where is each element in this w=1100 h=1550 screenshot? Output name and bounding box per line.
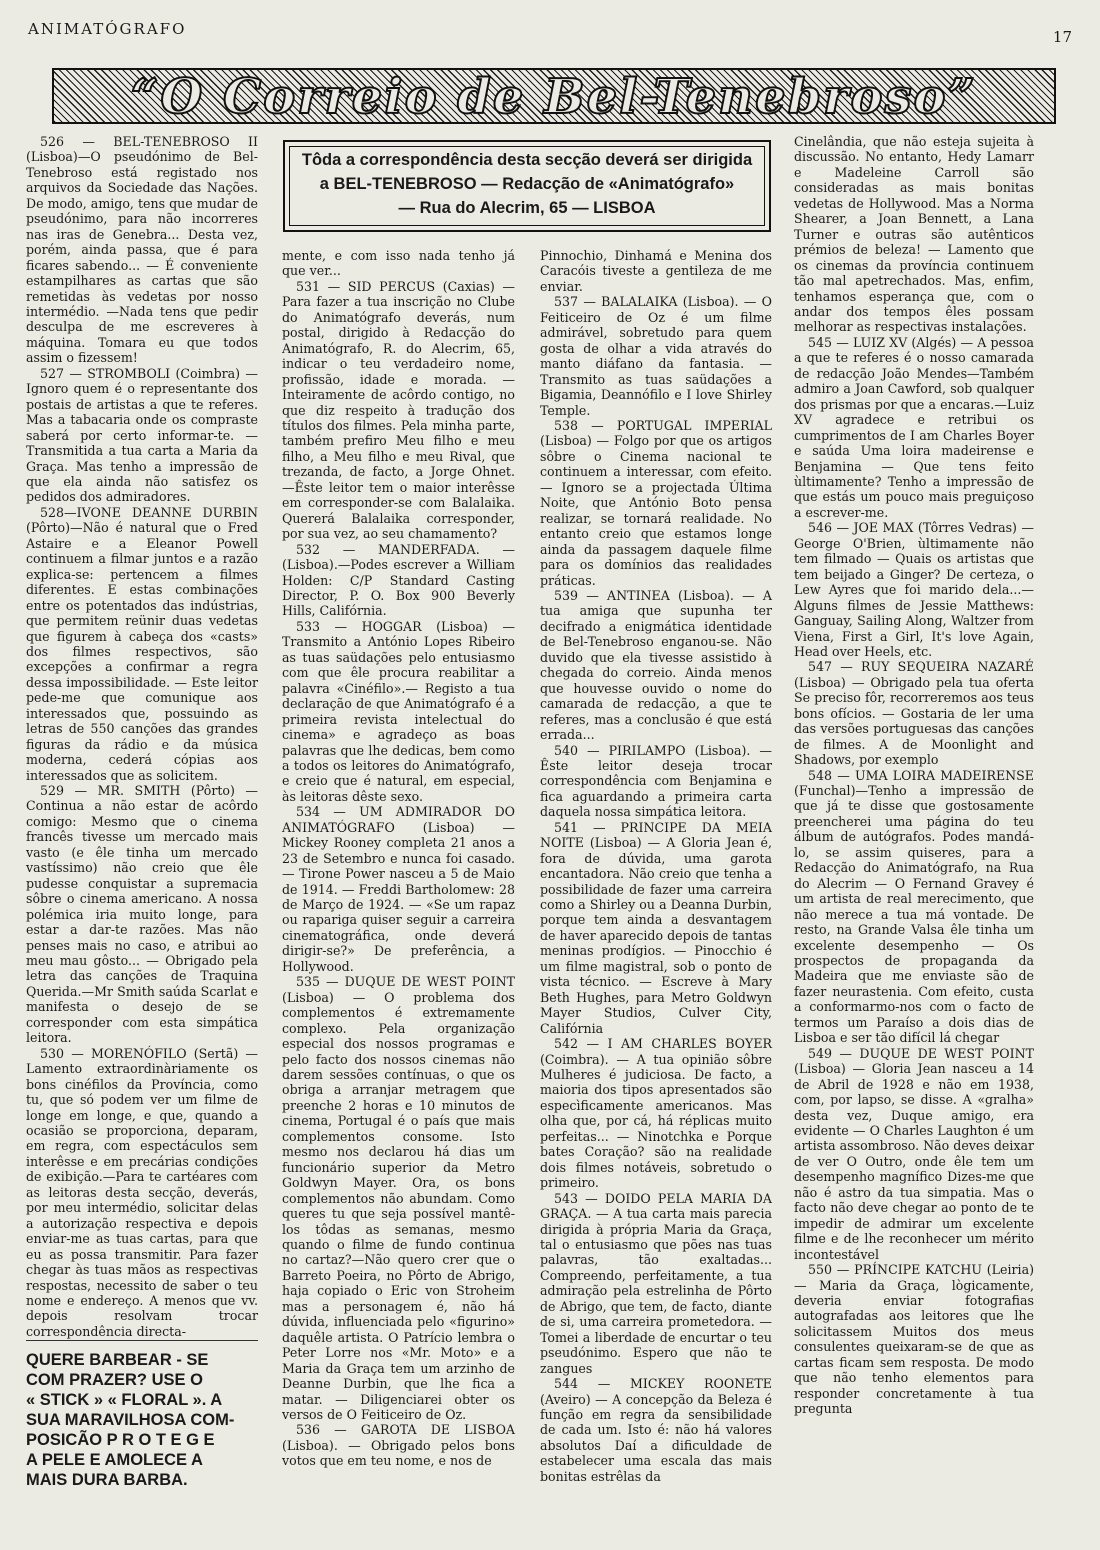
letter-526: 526 — BEL-TENEBROSO II (Lisboa)—O pseudónimo de Bel-Tenebroso está registado nos arquivos da Sociedade das Nações. De modo, amigo, tens que mudar de pseudónimo, para não incorreres nas iras de Genebra... Desta vez, porém, ainda passa, que é para ficares sabendo... — É conveniente estampilhares as cartas que são remetidas às vedetas por nosso intermédio. —Nada tens que pedir desculpa de me escreveres à máquina. Tomara eu que todos assim o fizessem! [26, 134, 258, 366]
letter-543: 543 — DOIDO PELA MARIA DA GRAÇA. — A tua carta mais parecia dirigida à própria Maria da Graça, tal o entusiasmo que pões nas tuas palavras, tão exaltadas... Compreendo, perfeitamente, a tua admiração pela estrelinha de Pôrto de Abrigo, que tem, de facto, diante de si, uma carreira prometedora. — Tomei a liberdade de encurtar o teu pseudónimo. Espero que não te zangues [540, 1190, 772, 1376]
letter-529: 529 — MR. SMITH (Pôrto) — Continua a não estar de acôrdo comigo: Mesmo que o cinema francês tivesse um mercado mais vasto (e êle tinha um mercado vastíssimo) não creio que êle pudesse conquistar a supremacia sôbre o cinema americano. A nossa polémica iria muito longe, para estar a dar-te razões. Mas não penses mais no caso, e atribui ao meu mau gôsto... — Obrigado pela letra das canções de Traquina Querida.—Mr Smith saúda Scarlat e manifesta o desejo de se corresponder com esta simpática leitora. [26, 783, 258, 1046]
section-banner [52, 68, 1056, 124]
notice-line-2: a BEL-TENEBROSO — Redacção de «Animatógrafo» [319, 175, 735, 193]
letter-544: 544 — MICKEY ROONETE (Aveiro) — A concepção da Beleza é função em regra da sensibilidade de cada um. Isto é: não há valores absolutos Daí a dificuldade de estabelecer uma escala das mais bonitas estrêlas da [540, 1376, 772, 1484]
notice-line-1: Tôda a correspondência desta secção deverá ser dirigida [301, 151, 753, 169]
letter-528: 528—IVONE DEANNE DURBIN (Pôrto)—Não é natural que o Fred Astaire e a Eleanor Powell continuem a filmar juntos e a razão explica-se: pertencem a filmes diferentes. E estas combinações entre os potentados das indústrias, que permitem reünir duas vedetas que figurem à cabeça dos «casts» dos filmes respectivos, são excepções a confirmar a regra dessa impossibilidade. — Este leitor pede-me que comunique aos interessados que, possuindo as letras de 550 canções das grandes figuras da rádio e da música moderna, cederá cópias aos interessados que as solicitem. [26, 504, 258, 783]
ad-line-3: « STICK » « FLORAL ». A [26, 1391, 223, 1409]
letter-539: 539 — ANTINEA (Lisboa). — A tua amiga que supunha ter decifrado a enigmática identidade de Bel-Tenebroso enganou-se. Não duvido que ela tivesse assistido à chegada do correio. Ainda menos que houvesse ouvido o nome do camarada de redacção, a que te referes, mas a conclusão é que está errada... [540, 587, 772, 743]
continuation-530: mente, e com isso nada tenho já que ver... [282, 248, 515, 279]
column-4 [794, 134, 1034, 1464]
letter-542: 542 — I AM CHARLES BOYER (Coimbra). — A tua opinião sôbre Mulheres é judiciosa. De facto, a maioria dos tipos apresentados são especìficamente americanos. Mas olha que, por cá, há réplicas muito perfeitas... — Ninotchka e Porque bates Coração? são na realidade dois filmes notáveis, sobretudo o primeiro. [540, 1036, 772, 1191]
notice-line-3: — Rua do Alecrim, 65 — LISBOA [398, 199, 656, 217]
column-2 [282, 248, 515, 1469]
letter-549: 549 — DUQUE DE WEST POINT (Lisboa) — Gloria Jean nasceu a 14 de Abril de 1928 e não em 1938, com, por lapso, se disse. A «gralha» desta vez, Duque amigo, era evidente — O Charles Laughton é um artista assombroso. Não deves deixar de ver O Outro, onde êle tem um desempenho magnífico Dizes-me que não é astro da tua simpatia. Mas o facto não deve chegar ao ponto de te impedir de admirar um excelente filme e de lhe reconhecer um mérito incontestável [794, 1045, 1034, 1262]
shaving-advertisement [26, 1350, 258, 1489]
banner-title: “O Correio de Bel-Tenebroso” [130, 69, 978, 125]
letter-530: 530 — MORENÓFILO (Sertã) — Lamento extraordinàriamente os bons cinéfilos da Província, como tu, que só podem ver um filme de longe em longe, e que, quando a ocasião se proporciona, deparam, em regra, com espectáculos sem interêsse e em precárias condições de exibição.—Para te cartéares com as leitoras desta secção, deverás, por meu intermédio, solicitar delas a autorização respectiva e depois enviar-me as tuas cartas, para que eu as possa transmitir. Para fazer chegar às tuas mãos as respectivas respostas, necessito de saber o teu nome e endereço. A menos que vv. depois resolvam trocar correspondência directa- [26, 1045, 258, 1339]
running-head [28, 20, 1072, 46]
letter-541: 541 — PRINCIPE DA MEIA NOITE (Lisboa) — A Gloria Jean é, fora de dúvida, uma garota encantadora. Não creio que tenha a possibilidade de fazer uma carreira como a Shirley ou a Deanna Durbin, porque tem ainda a desvantagem de haver aparecido depois de tantas meninas prodígios. — Pinocchio é um filme magistral, sob o ponto de vista técnico. — Escreve à Mary Beth Hughes, para Metro Goldwyn Mayer Studios, Culver City, Califórnia [540, 819, 772, 1036]
ad-line-4: SUA MARAVILHOSA COM- [26, 1411, 235, 1429]
column-1 [26, 134, 258, 1339]
letter-536: 536 — GAROTA DE LISBOA (Lisboa). — Obrigado pelos bons votos que em teu nome, e nos de [282, 1422, 515, 1469]
letter-546: 546 — JOE MAX (Tôrres Vedras) — George O'Brien, ùltimamente não tem filmado — Quais os artistas que tem beijado a Ginger? De certeza, o Lew Ayres que foi marido dela...—Alguns filmes de Jessie Matthews: Ganguay, Sailing Along, Waltzer from Viena, First a Girl, It's love Again, Head over Heels, etc. [794, 520, 1034, 659]
correspondence-notice [283, 140, 771, 232]
ad-divider [26, 1340, 258, 1341]
page-number: 17 [1052, 28, 1072, 46]
letter-534: 534 — UM ADMIRADOR DO ANIMATÓGRAFO (Lisboa) — Mickey Rooney completa 21 anos a 23 de Setembro e nunca foi casado. — Tirone Power nasceu a 5 de Maio de 1914. — Freddi Bartholomew: 28 de Março de 1924. — «Se um rapaz ou rapariga quiser seguir a carreira cinematográfica, onde deverá dirigir-se?» De preferência, a Hollywood. [282, 804, 515, 974]
column-3 [540, 248, 772, 1484]
letter-547: 547 — RUY SEQUEIRA NAZARÉ (Lisboa) — Obrigado pela tua oferta Se preciso fôr, recorreremos aos teus bons ofícios. — Gostaria de ler uma das versões portuguesas das canções de filmes. A de Moonlight and Shadows, por exemplo [794, 659, 1034, 768]
ad-line-5: POSICÃO P R O T E G E [26, 1431, 215, 1449]
letter-545: 545 — LUIZ XV (Algés) — A pessoa a que te referes é o nosso camarada de redacção João Mendes—Também admiro a Joan Cawford, sob qualquer dos prismas por que a encaras.—Luiz XV agradece e retribui os cumprimentos de I am Charles Boyer e saúda Uma loira madeirense e Benjamina — Que tens feito ùltimamente? Tenho a impressão de que estás um pouco mais preguiçoso a escrever-me. [794, 334, 1034, 520]
letter-535: 535 — DUQUE DE WEST POINT (Lisboa) — O problema dos complementos é extremamente complexo. Pela organização especial dos nossos programas e pelo facto dos nossos cinemas não darem sessões contínuas, o que os obriga a arranjar metragem que preenche 2 horas e 10 minutos de cinema, Portugal é o país que mais complementos consome. Isto mesmo nos declarou há dias um funcionário superior da Metro Goldwyn Mayer. Ora, os bons complementos não abundam. Como queres tu que seja possível mantê-los tôdas as semanas, mesmo quando o filme de fundo continua no cartaz?—Não quero crer que o Barreto Poeira, no Pôrto de Abrigo, haja copiado o Eric von Stroheim mas a personagem é, não há dúvida, influenciada pelo «figurino» daquêle artista. O Patrício lembra o Peter Lorre nos «Mr. Moto» e a Maria da Graça tem um arzinho de Deanne Durbin, que lhe fica a matar. — Diligenciarei obter os versos de O Feiticeiro de Oz. [282, 974, 515, 1422]
letter-531: 531 — SID PERCUS (Caxias) — Para fazer a tua inscrição no Clube do Animatógrafo deverás, num postal, dirigido à Redacção do Animatógrafo, R. do Alecrim, 65, indicar o teu verdadeiro nome, profissão, idade e morada. — Inteiramente de acôrdo contigo, no que diz respeito à tradução dos títulos dos filmes. Pela minha parte, também prefiro Meu filho e meu filho, a Meu filho e meu Rival, que trezanda, de facto, a Jorge Ohnet. —Êste leitor tem o maior interêsse em corresponder-se com Balalaika. Quererá Balalaika corresponder, por sua vez, ao seu chamamento? [282, 278, 515, 542]
continuation-544: Cinelândia, que não esteja sujeita à discussão. No entanto, Hedy Lamarr e Madeleine Carroll são consideradas as mais bonitas vedetas de Hollywood. Mas a Norma Shearer, a Joan Bennett, a Lana Turner e outras são autênticos prémios de beleza! — Lamento que os cinemas da província continuem tão mal apetrechados. Mas, enfim, tenhamos esperança que, com o andar dos tempos êles possam melhorar as respectivas instalações. [794, 134, 1034, 335]
letter-532: 532 — MANDERFADA. — (Lisboa).—Podes escrever a William Holden: C/P Standard Casting Director, P. O. Box 900 Beverly Hills, Califórnia. [282, 541, 515, 619]
letter-533: 533 — HOGGAR (Lisboa) — Transmito a António Lopes Ribeiro as tuas saüdações pelo entusiasmo com que êle procura reabilitar a palavra «Cinéfilo».— Registo a tua declaração de que Animatógrafo é a primeira revista intelectual do cinema» e agradeço as boas palavras que lhe dedicas, bem como a todos os leitores do Animatógrafo, e creio que é natural, em especial, às leitoras dêste sexo. [282, 618, 515, 804]
continuation-536: Pinnochio, Dinhamá e Menina dos Caracóis tiveste a gentileza de me enviar. [540, 248, 772, 294]
magazine-name: ANIMATÓGRAFO [28, 20, 187, 38]
ad-line-7: MAIS DURA BARBA. [26, 1471, 188, 1489]
letter-548: 548 — UMA LOIRA MADEIRENSE (Funchal)—Tenho a impressão de que já te disse que gostosamente preencherei uma página do teu álbum de autógrafos. Podes mandá-lo, se assim quiseres, para a Redacção do Animatógrafo, na Rua do Alecrim — O Fernand Gravey é um artista de real merecimento, que não merece a tua má vontade. De resto, na Grande Valsa êle tinha um excelente desempenho — Os prospectos de propaganda da Madeira que me enviaste são de fazer neurastenia. Com efeito, custa a conformarmo-nos com o facto de termos um Paraíso a dois dias de Lisboa e ser tão difícil lá chegar [794, 767, 1034, 1046]
letter-537: 537 — BALALAIKA (Lisboa). — O Feiticeiro de Oz é um filme admirável, sobretudo para quem gosta de olhar a vida através do manto diáfano da fantasia. — Transmito as tuas saüdações a Bigamia, Deannófilo e I love Shirley Temple. [540, 294, 772, 418]
letter-538: 538 — PORTUGAL IMPERIAL (Lisboa) — Folgo por que os artigos sôbre o Cinema nacional te continuem a interessar, com efeito. — Ignoro se a projectada Última Noite, que António Boto pensa realizar, se tornará realidade. No entanto creio que estamos longe ainda da passagem daquele filme para os domínios das realidades práticas. [540, 417, 772, 588]
letter-527: 527 — STROMBOLI (Coimbra) — Ignoro quem é o representante dos postais de artistas a que te referes. Mas a tabacaria onde os compraste saberá por certo informar-te. — Transmitida a tua carta a Maria da Graça. Mas tenho a impressão de que ela ainda não satisfez os pedidos dos admiradores. [26, 365, 258, 505]
ad-line-1: QUERE BARBEAR - SE [26, 1351, 209, 1369]
ad-line-6: A PELE E AMOLECE A [26, 1451, 203, 1469]
letter-540: 540 — PIRILAMPO (Lisboa). — Êste leitor deseja trocar correspondência com Benjamina e fica aguardando a primeira carta daquela nossa simpática leitora. [540, 742, 772, 820]
letter-550: 550 — PRÍNCIPE KATCHU (Leiria) — Maria da Graça, lògicamente, deveria enviar fotografias autografadas aos leitores que lhe solicitassem Muitos dos meus consulentes queixaram-se de que as cartas ficam sem resposta. De modo que não tenho elementos para responder concretamente à tua pregunta [794, 1262, 1034, 1417]
ad-line-2: COM PRAZER? USE O [26, 1371, 203, 1389]
